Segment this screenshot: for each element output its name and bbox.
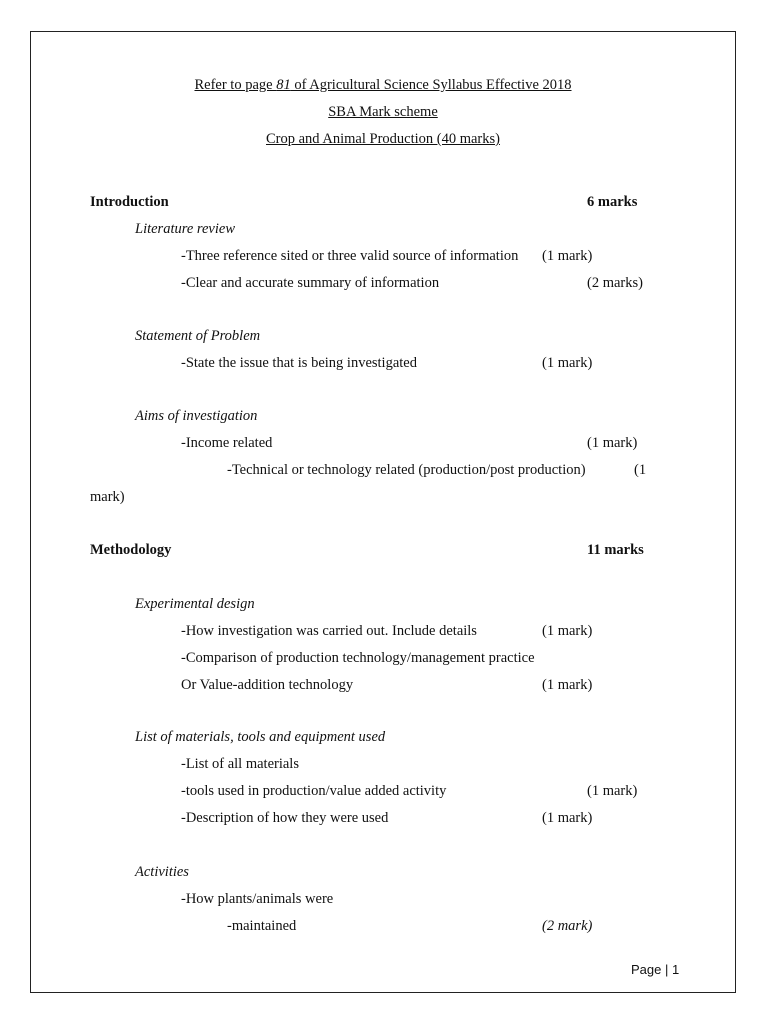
syllabus-reference-post: of Agricultural Science Syllabus Effective 2018 — [290, 77, 572, 93]
statement-of-problem-item: -State the issue that is being investigated — [181, 355, 417, 371]
page-number: Page | 1 — [631, 962, 680, 977]
materials-item-mark: (1 mark) — [542, 810, 593, 826]
materials-item: -List of all materials — [181, 756, 299, 772]
experimental-design-item-mark: (1 mark) — [542, 623, 593, 639]
methodology-heading: Methodology — [90, 542, 172, 558]
activities-item: -maintained — [227, 918, 297, 934]
activities-item-mark: (2 mark) — [542, 918, 593, 934]
literature-review-item-mark: (2 marks) — [587, 275, 643, 291]
production-title: Crop and Animal Production (40 marks) — [266, 131, 500, 147]
introduction-heading: Introduction — [90, 194, 169, 210]
literature-review-item-mark: (1 mark) — [542, 248, 593, 264]
activities-title: Activities — [135, 864, 189, 880]
materials-title: List of materials, tools and equipment used — [135, 729, 386, 745]
syllabus-reference — [31, 76, 735, 94]
materials-item: -tools used in production/value added activity — [181, 783, 447, 799]
mark-scheme-title: SBA Mark scheme — [328, 104, 438, 120]
aims-item: -Technical or technology related (production/post production) — [227, 462, 586, 478]
syllabus-reference-pre: Refer to page — [194, 77, 277, 93]
activities-item: -How plants/animals were — [181, 891, 334, 907]
experimental-design-item-mark: (1 mark) — [542, 677, 593, 693]
materials-item-mark: (1 mark) — [587, 783, 638, 799]
aims-item-mark-continued: mark) — [90, 489, 125, 505]
experimental-design-item: -How investigation was carried out. Include details — [181, 623, 477, 639]
methodology-marks: 11 marks — [587, 542, 644, 558]
document-page — [30, 31, 736, 993]
literature-review-item: -Three reference sited or three valid source of information — [181, 248, 519, 264]
materials-item: -Description of how they were used — [181, 810, 389, 826]
experimental-design-title: Experimental design — [135, 596, 255, 612]
introduction-marks: 6 marks — [587, 194, 638, 210]
literature-review-title: Literature review — [135, 221, 236, 237]
experimental-design-item: -Comparison of production technology/management practice — [181, 650, 535, 666]
literature-review-item: -Clear and accurate summary of information — [181, 275, 440, 291]
syllabus-page-number: 81 — [276, 77, 291, 93]
aims-title: Aims of investigation — [135, 408, 258, 424]
aims-item: -Income related — [181, 435, 273, 451]
statement-of-problem-title: Statement of Problem — [135, 328, 261, 344]
aims-item-mark: (1 mark) — [587, 435, 638, 451]
experimental-design-item: Or Value-addition technology — [181, 677, 354, 693]
aims-item-mark: (1 — [634, 462, 647, 478]
statement-of-problem-item-mark: (1 mark) — [542, 355, 593, 371]
